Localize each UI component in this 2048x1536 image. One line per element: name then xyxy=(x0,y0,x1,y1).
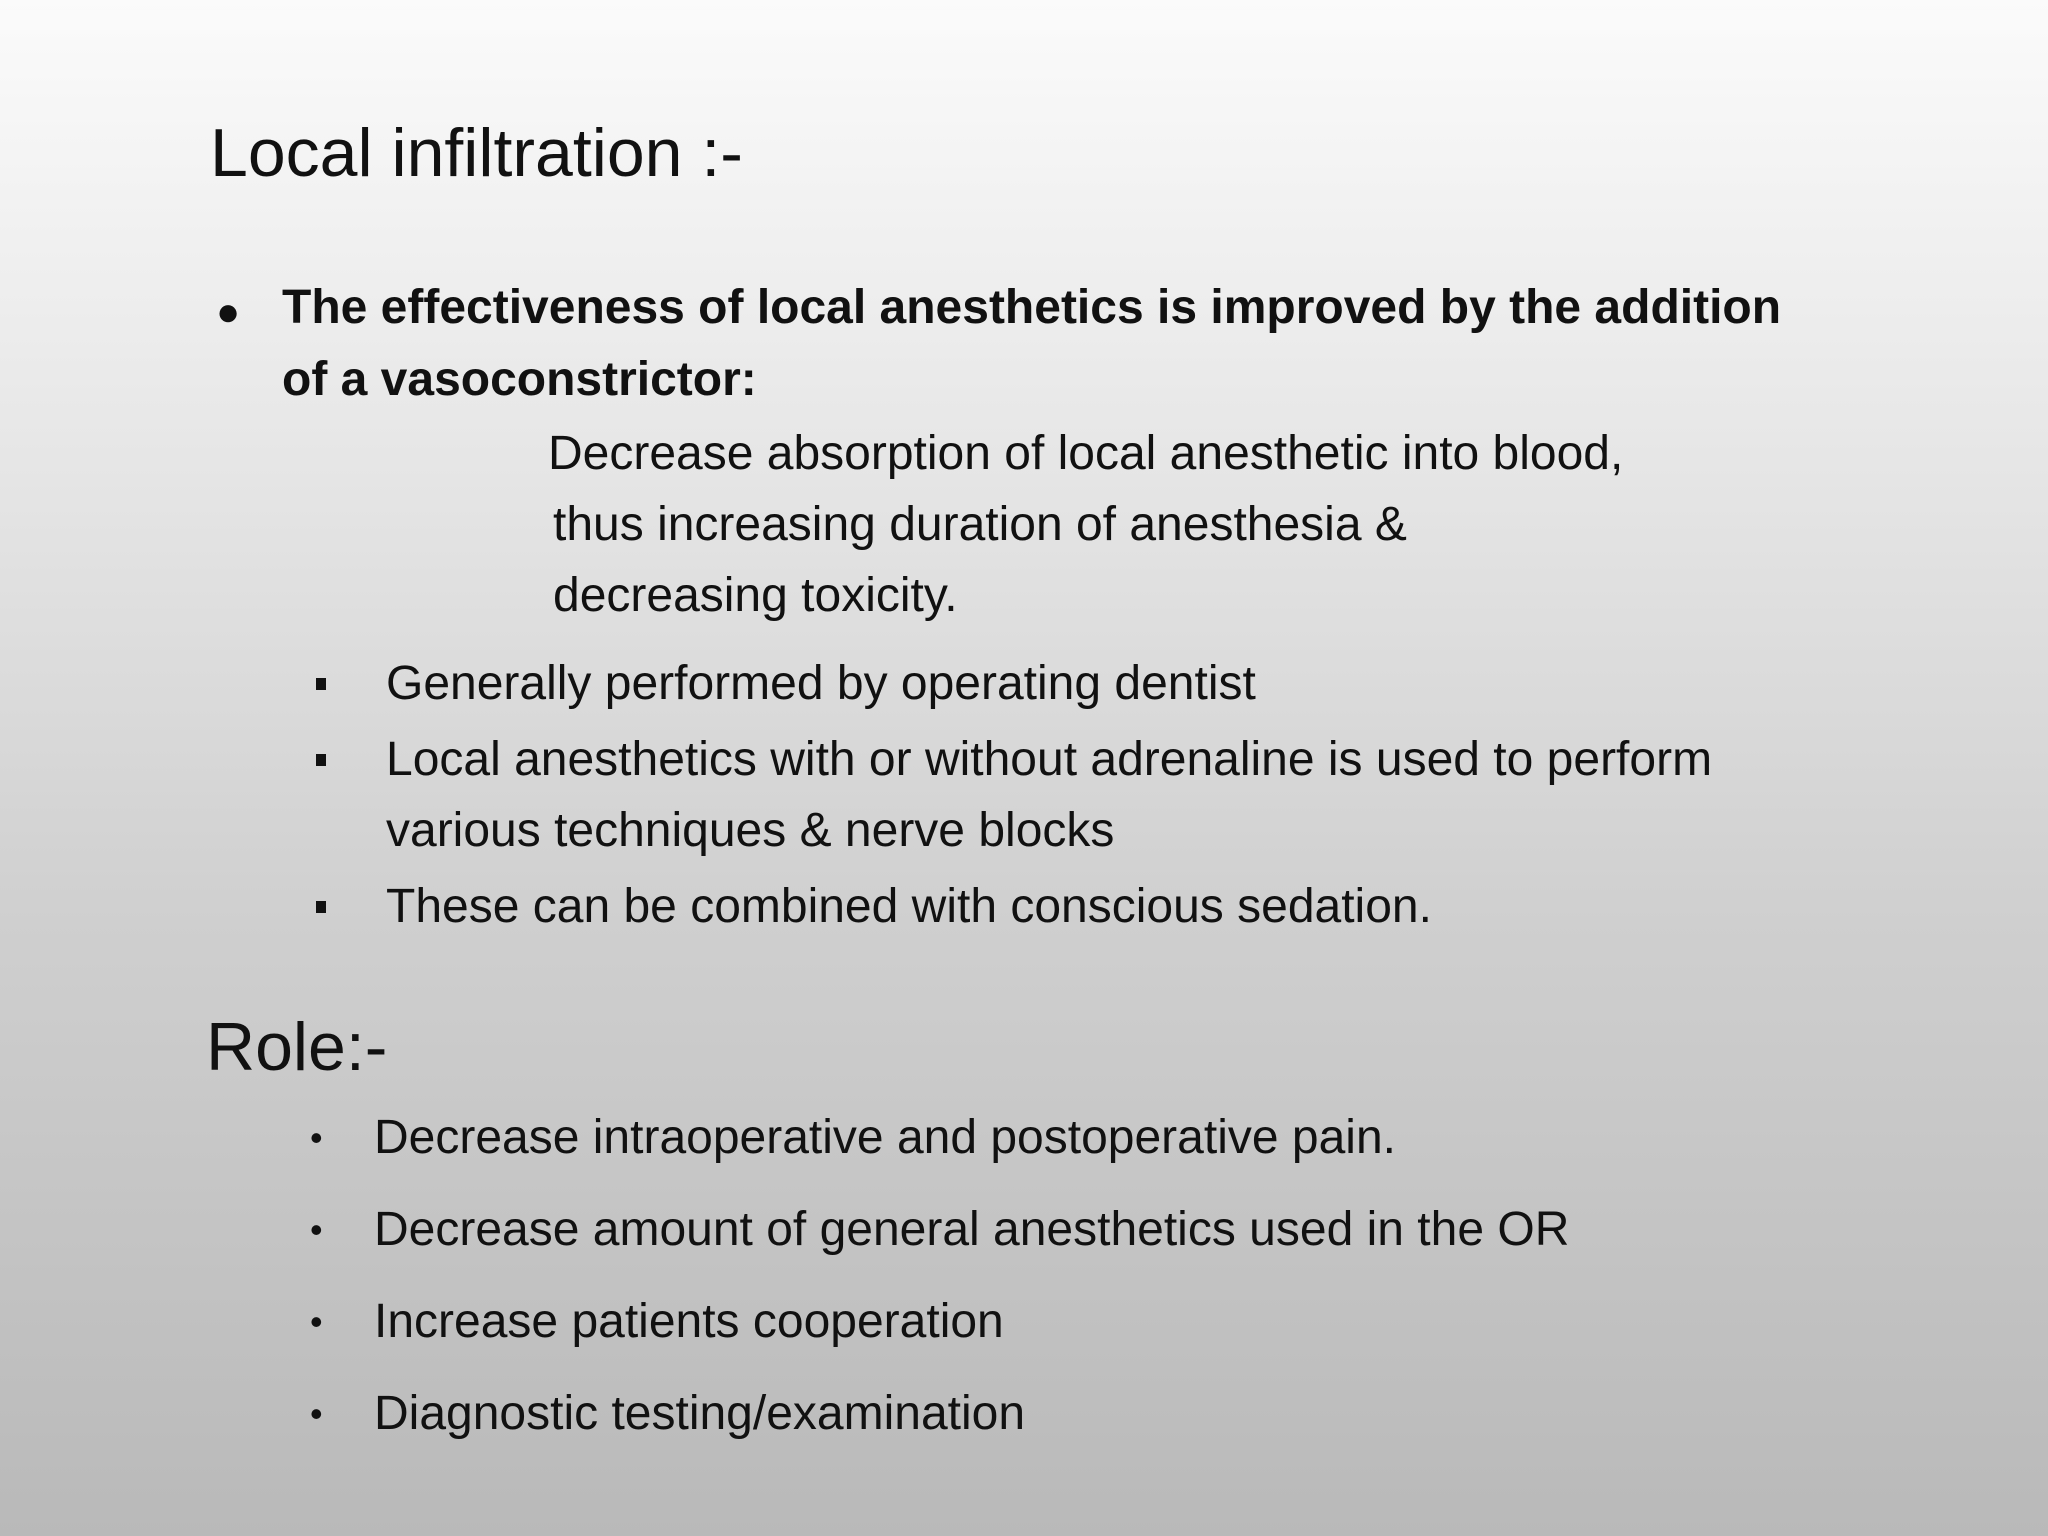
sub-bullet-item xyxy=(316,648,1816,719)
explanation-line: Decrease absorption of local anesthetic into blood, xyxy=(548,427,1624,480)
sub-bullet-item xyxy=(316,724,1816,866)
role-item-text: Increase patients cooperation xyxy=(374,1295,1004,1348)
square-bullet-icon xyxy=(316,754,326,766)
sub-bullet-text: These can be combined with conscious sedation. xyxy=(386,880,1432,933)
explanation-block xyxy=(548,418,1848,631)
role-item-text: Decrease intraoperative and postoperative pain. xyxy=(374,1111,1396,1164)
square-bullet-icon xyxy=(316,678,326,690)
explanation-line: thus increasing duration of anesthesia & xyxy=(553,498,1407,551)
role-item xyxy=(308,1286,1808,1357)
bullet-dot-icon: • xyxy=(310,1209,323,1250)
bullet-dot-icon: • xyxy=(310,1301,323,1342)
slide-title: Local infiltration :- xyxy=(210,115,743,191)
bullet-dot-icon: • xyxy=(310,1117,323,1158)
role-heading: Role:- xyxy=(206,1009,388,1085)
sub-bullet-text: Generally performed by operating dentist xyxy=(386,657,1256,710)
sub-bullet-item xyxy=(316,871,1816,942)
explanation-line: decreasing toxicity. xyxy=(553,569,958,622)
role-list xyxy=(308,1102,1808,1470)
square-bullet-icon xyxy=(316,901,326,913)
sub-bullet-text: Local anesthetics with or without adrenaline is used to perform various techniques & nerve blocks xyxy=(386,733,1713,857)
role-item-text: Diagnostic testing/examination xyxy=(374,1387,1026,1440)
bullet-dot-icon: • xyxy=(310,1393,323,1434)
role-item xyxy=(308,1102,1808,1173)
sub-bullet-list xyxy=(316,648,1816,947)
main-bullet-text: The effectiveness of local anesthetics is improved by the addition of a vasoconstrictor: xyxy=(282,281,1782,406)
bullet-dot-icon: ● xyxy=(216,290,241,334)
role-item xyxy=(308,1194,1808,1265)
role-item-text: Decrease amount of general anesthetics used in the OR xyxy=(374,1203,1570,1256)
role-item xyxy=(308,1378,1808,1449)
